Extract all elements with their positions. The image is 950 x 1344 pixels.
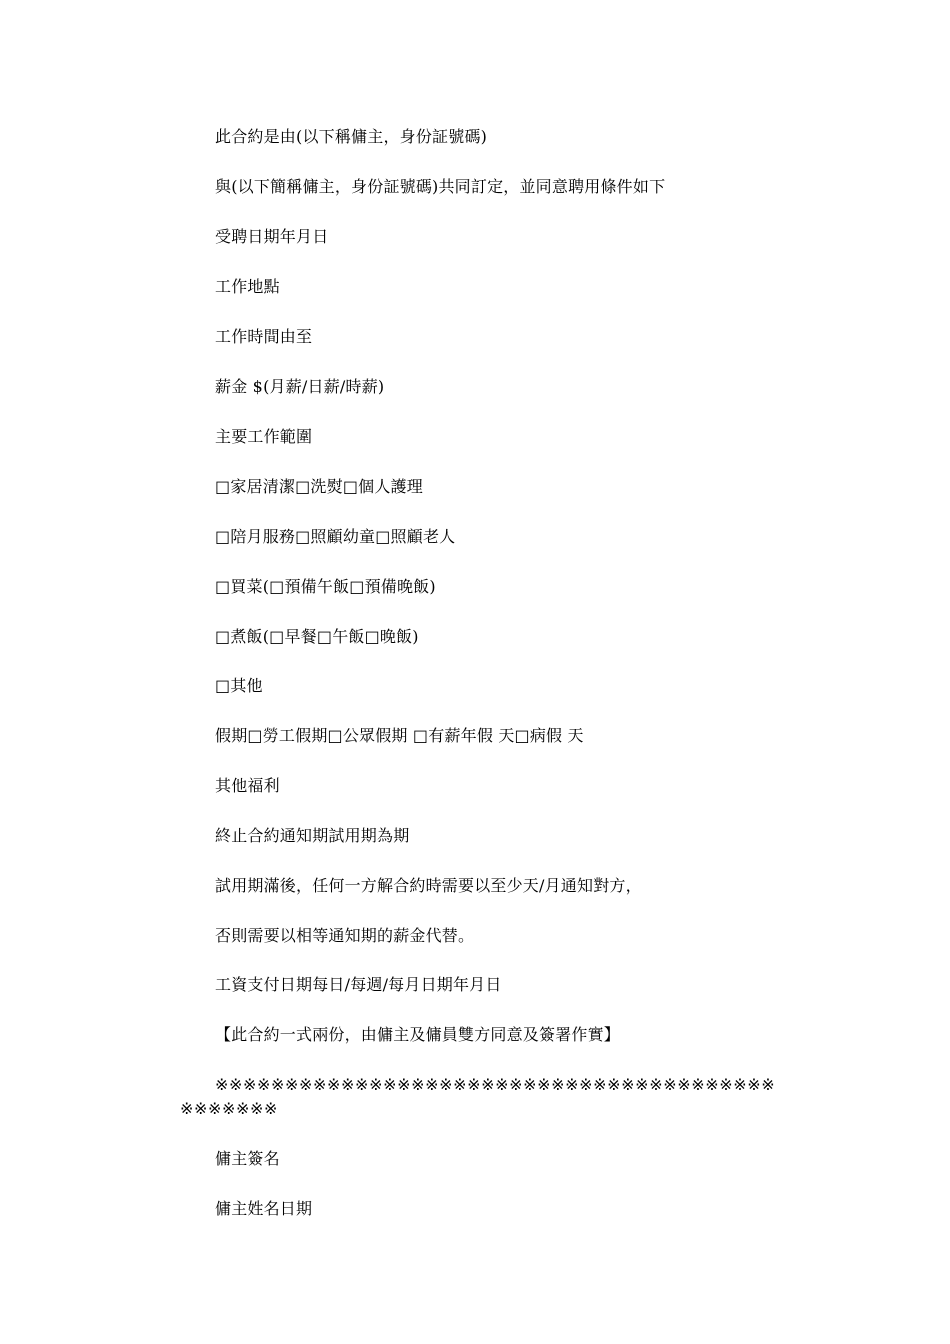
salary-line: 薪金 $(月薪/日薪/時薪) — [215, 377, 385, 396]
duties-options-line-3: □買菜(□預備午飯□預備晚飯) — [215, 577, 436, 596]
duties-options-line-1: □家居清潔□洗熨□個人護理 — [215, 477, 423, 496]
other-benefits-line: 其他福利 — [215, 776, 280, 795]
contract-intro-line: 此合約是由(以下稱傭主，身份証號碼) — [215, 127, 488, 146]
work-scope-heading: 主要工作範圍 — [215, 427, 313, 446]
duties-options-other: □其他 — [215, 676, 263, 695]
termination-notice-line: 終止合約通知期試用期為期 — [215, 826, 410, 845]
employer-signature-line: 傭主簽名 — [215, 1149, 280, 1168]
separator-stars: ※※※※※※※※※※※※※※※※※※※※※※※※※※※※※※※※※※※※※※※※※※※※※※※ — [180, 1075, 776, 1118]
probation-terms-line-2: 否則需要以相等通知期的薪金代替。 — [215, 926, 475, 945]
holidays-line: 假期□勞工假期□公眾假期 □有薪年假 天□病假 天 — [215, 726, 584, 745]
employment-date-line: 受聘日期年月日 — [215, 227, 329, 246]
payment-date-line: 工資支付日期每日/每週/每月日期年月日 — [215, 975, 502, 994]
probation-terms-line-1: 試用期滿後，任何一方解合約時需要以至少天/月通知對方， — [215, 876, 642, 895]
work-location-line: 工作地點 — [215, 277, 280, 296]
employer-name-date-line: 傭主姓名日期 — [215, 1199, 313, 1218]
contract-copies-notice: 【此合約一式兩份，由傭主及傭員雙方同意及簽署作實】 — [215, 1025, 621, 1044]
duties-options-line-2: □陪月服務□照顧幼童□照顧老人 — [215, 527, 456, 546]
contract-party-line: 與(以下簡稱傭主，身份証號碼)共同訂定，並同意聘用條件如下 — [215, 177, 666, 196]
duties-options-line-4: □煮飯(□早餐□午飯□晚飯) — [215, 627, 419, 646]
work-hours-line: 工作時間由至 — [215, 327, 313, 346]
